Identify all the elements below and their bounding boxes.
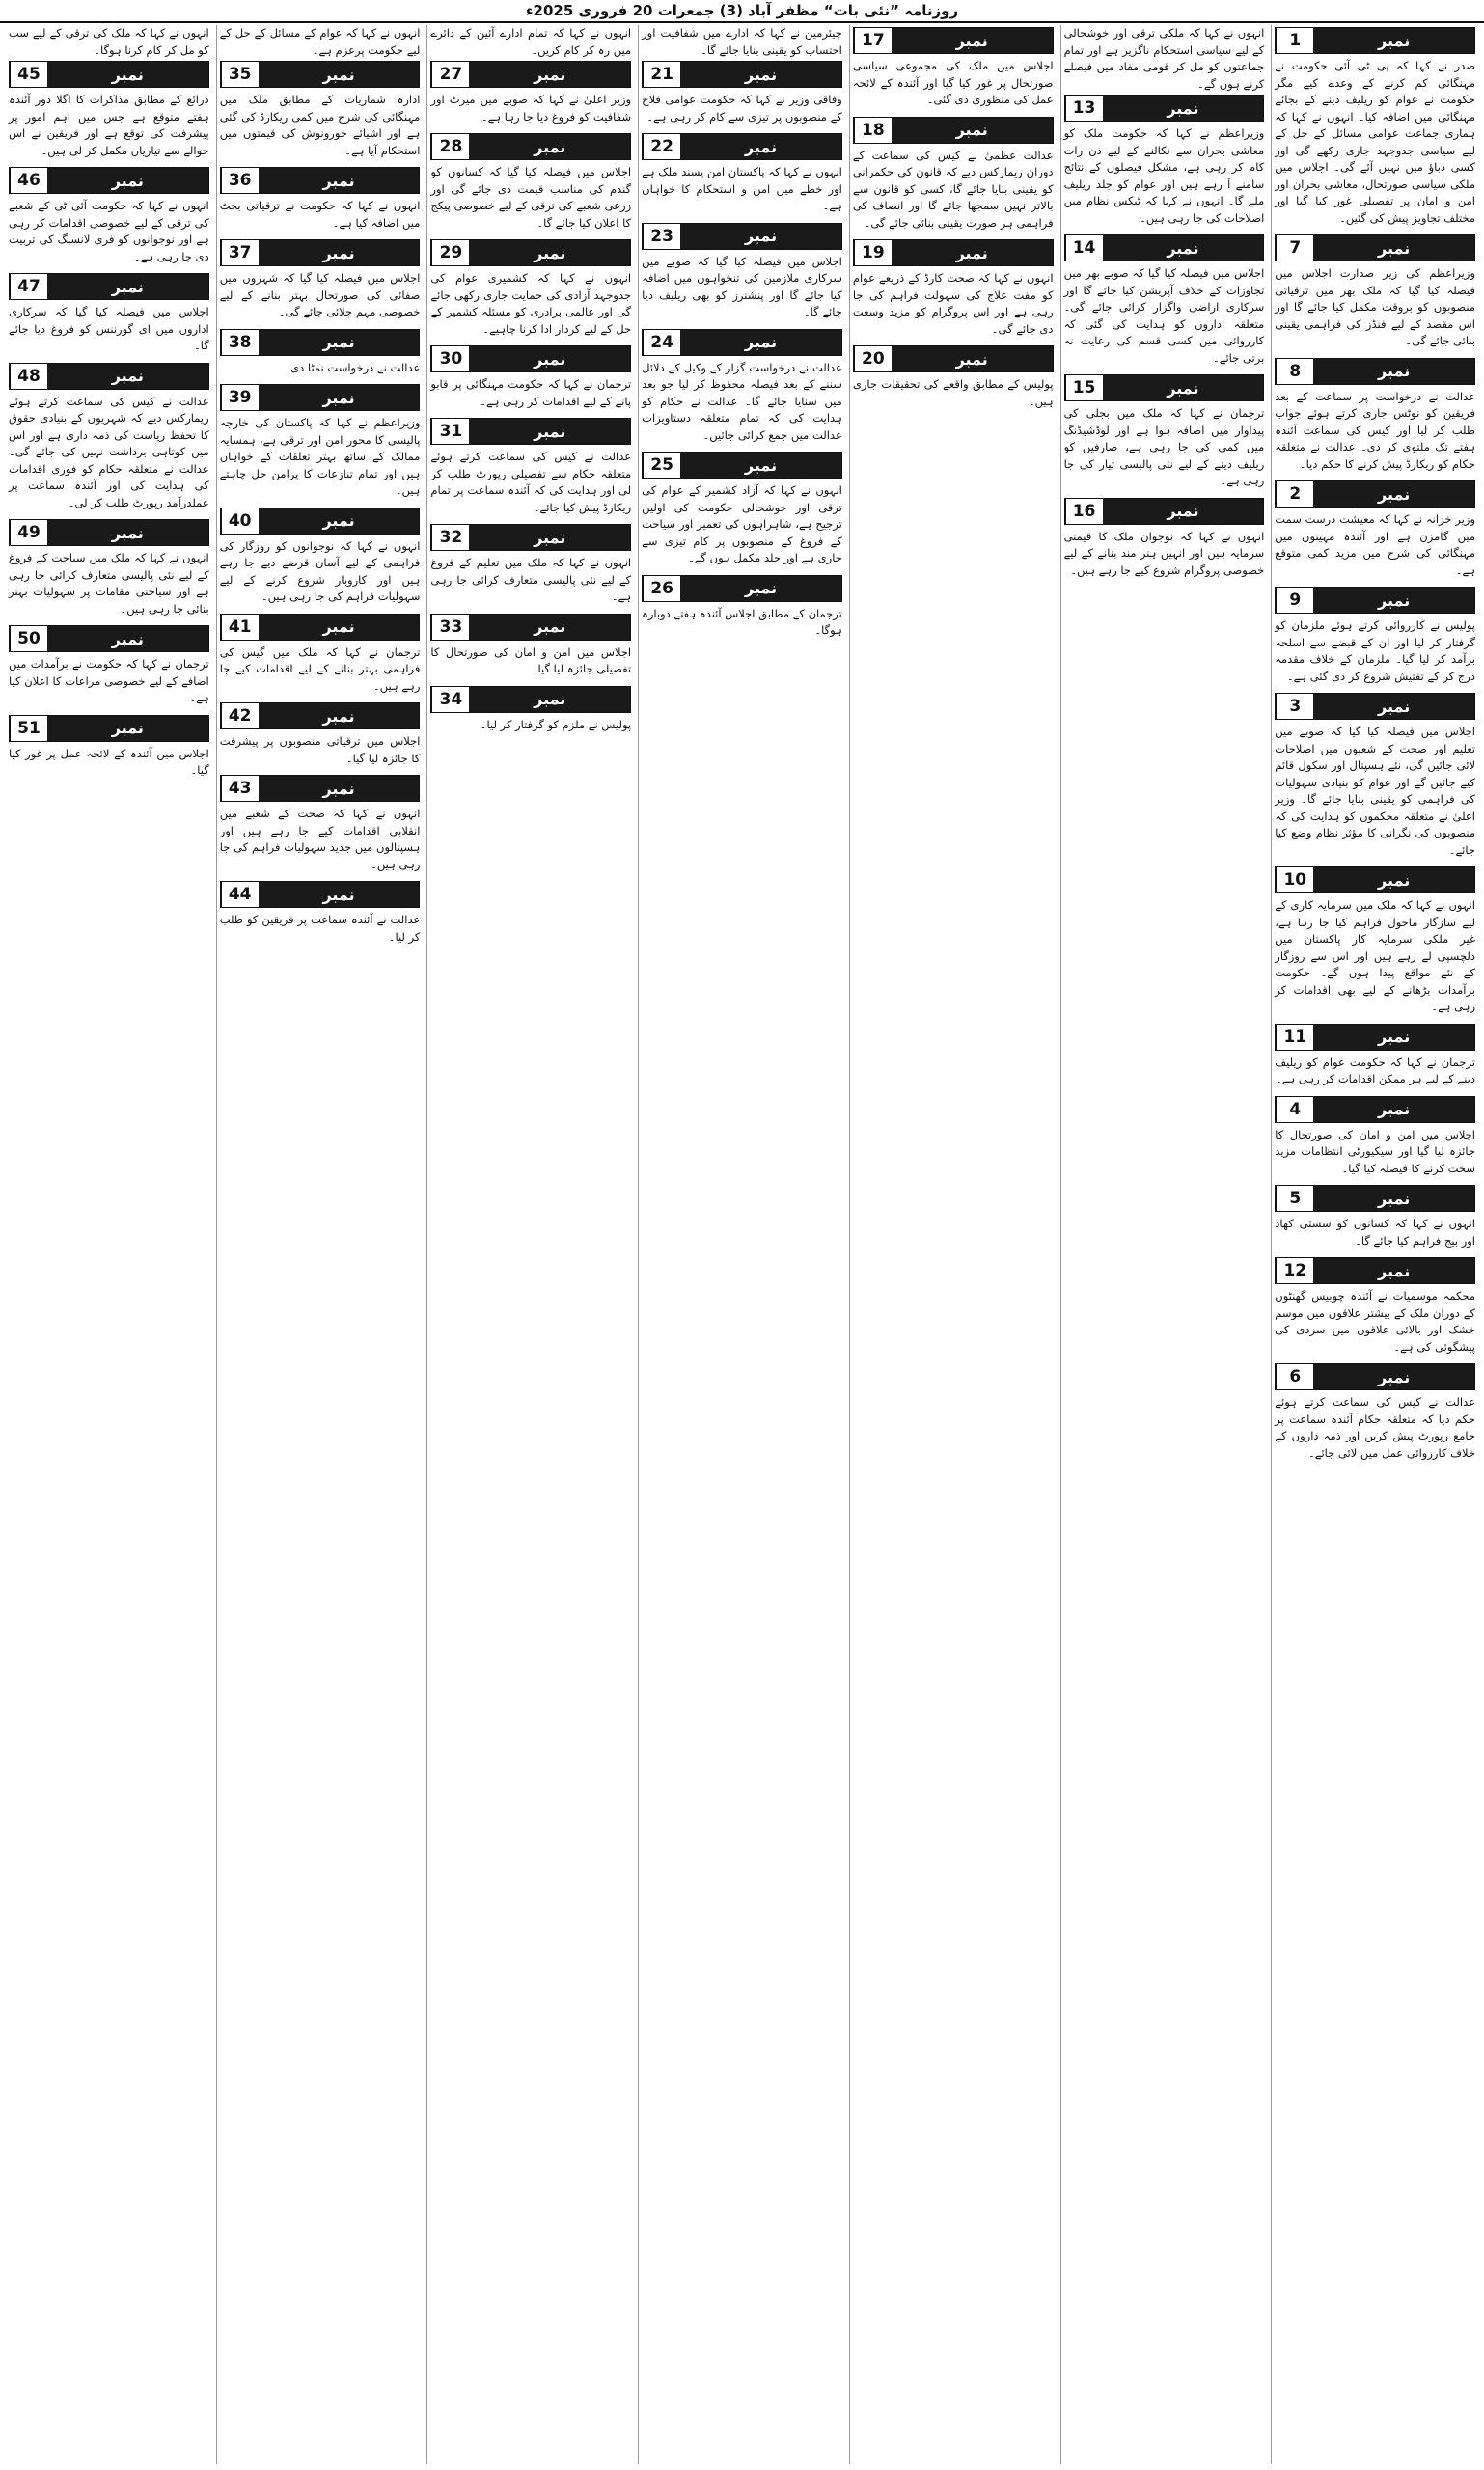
item-number: 25 [643,453,680,478]
news-column-5 [426,25,634,2464]
item-number: 28 [431,134,469,159]
item-number: 36 [221,168,259,193]
item-body-text: اجلاس میں آئندہ کے لائحہ عمل پر غور کیا گیا۔ [8,746,209,777]
item-number: 40 [221,508,259,534]
news-item [9,59,209,159]
item-number-word: نمبر [892,240,1053,265]
column-continuation-text: انہوں نے کہا کہ تمام ادارے آئین کے دائرے میں رہ کر کام کریں۔ [430,26,632,57]
news-item [642,450,842,567]
item-number-word: نمبر [1313,359,1474,384]
news-item [642,573,842,640]
item-number: 30 [431,346,469,371]
news-item [642,327,842,445]
item-number-label [1275,1096,1475,1123]
item-number: 21 [643,62,680,87]
news-item [853,115,1054,233]
item-number: 22 [643,134,680,159]
item-number: 49 [10,520,47,545]
item-body-text: عدالت نے کیس کی سماعت کرتے ہوئے ریمارکس دیے کہ شہریوں کے بنیادی حقوق کا تحفظ ریاست کی ذمہ داری ہے اور اس میں کوتاہی برداشت نہیں کی جائے گی۔ عدالت نے متعلقہ حکام کو فوری اقدامات کی ہدایت کی اور آئندہ سماعت پر عملدرآمد رپورٹ طلب کر لی۔ [8,394,209,509]
news-item [1275,691,1475,859]
item-number: 4 [1276,1097,1313,1122]
item-number-word: نمبر [680,576,841,601]
news-item [430,522,631,606]
news-item [1275,1022,1475,1088]
item-number-label [642,329,842,356]
item-number-word: نمبر [892,28,1053,53]
news-item [220,773,421,873]
item-number-word: نمبر [680,62,841,87]
newspaper-page [6,25,1478,2464]
item-number-label [1064,95,1265,122]
item-number-word: نمبر [1313,1186,1474,1211]
item-number-word: نمبر [680,134,841,159]
news-item [1064,233,1265,367]
item-body-text: پولیس نے ملزم کو گرفتار کر لیا۔ [480,717,632,731]
item-body-text: عدالت نے درخواست نمٹا دی۔ [284,360,421,374]
item-body-text: وزیراعظم نے کہا کہ پاکستان کی خارجہ پالیسی کا محور امن اور ترقی ہے، ہمسایہ ممالک کے ساتھ بہتر تعلقات کے خواہاں ہیں اور تمام تنازعات کا پرامن حل چاہتے ہیں۔ [219,416,421,497]
item-body-text: انہوں نے کہا کہ پاکستان امن پسند ملک ہے اور خطے میں امن و استحکام کا خواہاں ہے۔ [642,165,842,212]
item-body-text: پولیس نے کارروائی کرتے ہوئے ملزمان کو گرفتار کر لیا اور ان کے قبضے سے اسلحہ برآمد کر لیا گیا۔ ملزمان کے خلاف مقدمہ درج کر کے تفتیش شروع کر دی گئی ہے۔ [1275,618,1475,683]
item-number: 18 [854,118,892,143]
item-number-label [430,418,631,445]
item-number-label [1064,374,1265,401]
item-number: 31 [431,419,469,444]
item-number-word: نمبر [47,168,208,193]
item-body-text: انہوں نے کہا کہ کسانوں کو سستی کھاد اور بیج فراہم کیا جائے گا۔ [1275,1217,1475,1248]
item-number-word: نمبر [1313,588,1474,613]
item-number-word: نمبر [1103,499,1264,524]
item-number-word: نمبر [1313,694,1474,719]
item-number: 5 [1276,1186,1313,1211]
news-item [1275,864,1475,1016]
item-number-word: نمبر [680,330,841,355]
item-number-label [220,239,421,266]
item-number-label [853,27,1054,54]
news-item [1275,585,1475,685]
item-number-label [220,702,421,729]
news-item [430,684,631,734]
news-item [220,59,421,159]
item-number: 26 [643,576,680,601]
item-number: 45 [10,62,47,87]
item-number-label [9,519,209,546]
item-body-text: وزیر خزانہ نے کہا کہ معیشت درست سمت میں گامزن ہے اور آئندہ مہینوں میں مہنگائی کی شرح میں مزید کمی متوقع ہے۔ [1275,512,1475,577]
news-item [1275,1255,1475,1356]
news-item [220,700,421,767]
item-number: 3 [1276,694,1313,719]
item-number-label [1275,27,1475,54]
item-body-text: انہوں نے کہا کہ صحت کارڈ کے ذریعے عوام کو مفت علاج کی سہولت فراہم کی جا رہی ہے اور اس پروگرام کو مزید وسعت دی جائے گی۔ [852,271,1054,336]
item-number-label [220,881,421,908]
item-number: 43 [221,776,259,801]
item-body-text: ترجمان نے کہا کہ ملک میں بجلی کی پیداوار میں اضافہ ہوا ہے اور لوڈشیڈنگ میں کمی کی جا رہی ہے، صارفین کو ریلیف دینے کے لیے نئی پالیسی تیار کی جا رہی ہے۔ [1063,406,1265,487]
news-item [220,612,421,696]
news-item [220,382,421,500]
item-number-label [1275,866,1475,893]
item-number-label [1275,1257,1475,1284]
item-number-label [430,524,631,551]
item-number-word: نمبر [1313,481,1474,507]
item-number-word: نمبر [469,419,630,444]
item-number: 42 [221,703,259,728]
item-body-text: وزیراعظم نے کہا کہ حکومت ملک کو معاشی بحران سے نکالنے کے لیے دن رات کام کر رہی ہے، مشکل فیصلوں کے نتائج سامنے آ رہے ہیں اور عوام کو جلد ریلیف ملے گا۔ انہوں نے کہا کہ ٹیکس نظام میں اصلاحات کی جا رہی ہیں۔ [1063,126,1265,225]
column-continuation-text: انہوں نے کہا کہ ملکی ترقی اور خوشحالی کے لیے سیاسی استحکام ناگزیر ہے اور تمام جماعتوں کو مل کر قومی مفاد میں فیصلے کرنے ہوں گے۔ [1063,26,1265,91]
item-number-word: نمبر [469,134,630,159]
news-column-1 [1271,25,1478,2464]
item-number: 23 [643,224,680,249]
item-number-label [220,614,421,641]
item-number-label [853,345,1054,372]
item-body-text: صدر نے کہا کہ پی ٹی آئی حکومت نے مہنگائی کم کرنے کے وعدے کیے مگر حکومت نے عوام کو ریلیف دینے کے بجائے مہنگائی میں اضافہ کیا۔ انہوں نے کہا کہ ہماری جماعت عوامی مسائل کے حل کے لیے سیاسی جدوجہد جاری رکھے گی اور کسی دباؤ میں نہیں آئے گی۔ اجلاس میں ملکی سیاسی صورتحال، معاشی بحران اور امن و امان پر تفصیلی غور کیا گیا اور مختلف تجاویز پیش کی گئیں۔ [1275,59,1475,225]
item-number-word: نمبر [1103,235,1264,261]
item-number-label [1275,234,1475,261]
item-number-label [220,775,421,802]
item-number-label [220,167,421,194]
news-item [220,506,421,606]
item-body-text: ترجمان نے کہا کہ ملک میں گیس کی فراہمی بہتر بنانے کے لیے اقدامات کیے جا رہے ہیں۔ [219,645,421,693]
item-number-word: نمبر [1313,1364,1474,1389]
item-number-word: نمبر [47,716,208,741]
news-item [1064,372,1265,490]
item-number: 44 [221,882,259,907]
item-number: 27 [431,62,469,87]
item-body-text: وزیر اعلیٰ نے کہا کہ صوبے میں میرٹ اور شفافیت کو فروغ دیا جا رہا ہے۔ [430,93,632,124]
item-number-label [642,452,842,479]
news-item [430,416,631,516]
item-number-word: نمبر [47,62,208,87]
item-number-word: نمبر [680,453,841,478]
item-number-word: نمبر [469,615,630,640]
item-number: 51 [10,716,47,741]
item-number-label [1275,1024,1475,1051]
item-body-text: انہوں نے کہا کہ ملک میں سرمایہ کاری کے لیے سازگار ماحول فراہم کیا جا رہا ہے، غیر ملکی سرمایہ کار پاکستان میں دلچسپی لے رہے ہیں اور اس سے روزگار کے نئے مواقع پیدا ہوں گے۔ حکومت برآمدات بڑھانے کے لیے بھی اقدامات کر رہی ہے۔ [1275,898,1475,1013]
item-number: 39 [221,385,259,410]
item-number-word: نمبر [469,525,630,550]
item-body-text: انہوں نے کہا کہ آزاد کشمیر کے عوام کی ترقی اور خوشحالی حکومت کی اولین ترجیح ہے، شاہراہوں کی تعمیر اور سیاحت کے فروغ کے منصوبوں پر کام تیزی سے جاری ہے اور جلد مکمل ہوں گے۔ [642,483,842,564]
item-number-word: نمبر [259,240,420,265]
item-number: 32 [431,525,469,550]
news-item [853,343,1054,410]
item-number-word: نمبر [47,626,208,651]
column-continuation-text: انہوں نے کہا کہ ملک کی ترقی کے لیے سب کو مل کر کام کرنا ہوگا۔ [8,26,209,57]
news-item [430,612,631,678]
item-number: 10 [1276,867,1313,892]
news-item [220,327,421,377]
item-number: 34 [431,687,469,712]
news-item [430,131,631,232]
item-body-text: عدالت نے کیس کی سماعت کرتے ہوئے حکم دیا کہ متعلقہ حکام آئندہ سماعت پر جامع رپورٹ پیش کریں اور ذمہ داروں کے خلاف کارروائی عمل میں لائی جائے۔ [1275,1395,1475,1460]
item-body-text: عدالت عظمیٰ نے کیس کی سماعت کے دوران ریمارکس دیے کہ قانون کی حکمرانی کو یقینی بنایا جائے گا، کسی کو قانون سے بالاتر نہیں سمجھا جائے گا اور انصاف کی فراہمی ہر صورت یقینی بنائی جائے گی۔ [852,148,1054,230]
item-body-text: عدالت نے درخواست پر سماعت کے بعد فریقین کو نوٹس جاری کرتے ہوئے جواب طلب کر لیا اور کیس کی سماعت آئندہ ہفتے تک ملتوی کر دی۔ عدالت نے متعلقہ حکام کو ریکارڈ پیش کرنے کا حکم دیا۔ [1275,389,1475,471]
item-number-label [1275,480,1475,508]
item-number-label [430,686,631,713]
item-body-text: اجلاس میں فیصلہ کیا گیا کہ شہروں میں صفائی کی صورتحال بہتر بنانے کے لیے خصوصی مہم چلائی جائے گی۔ [219,271,421,318]
item-number-word: نمبر [1313,1025,1474,1050]
item-number-label [430,614,631,641]
item-body-text: اجلاس میں فیصلہ کیا گیا کہ سرکاری اداروں میں ای گورننس کو فروغ دیا جائے گا۔ [8,305,209,352]
column-continuation-text: چیئرمین نے کہا کہ ادارے میں شفافیت اور احتساب کو یقینی بنایا جائے گا۔ [642,26,842,57]
item-number: 38 [221,330,259,355]
item-body-text: پولیس کے مطابق واقعے کی تحقیقات جاری ہیں۔ [852,377,1054,408]
news-item [1275,1183,1475,1249]
item-number: 33 [431,615,469,640]
news-item [1275,356,1475,474]
news-item [642,131,842,215]
item-body-text: ترجمان کے مطابق اجلاس آئندہ ہفتے دوبارہ ہوگا۔ [642,606,842,637]
news-item [9,623,209,707]
news-item [220,237,421,321]
item-number-label [1064,234,1265,261]
item-number-word: نمبر [1313,28,1474,53]
item-number: 24 [643,330,680,355]
item-number: 50 [10,626,47,651]
item-body-text: ترجمان نے کہا کہ حکومت عوام کو ریلیف دینے کے لیے ہر ممکن اقدامات کر رہی ہے۔ [1275,1055,1475,1085]
item-number-word: نمبر [1313,235,1474,261]
news-column-3 [849,25,1057,2464]
item-body-text: محکمہ موسمیات نے آئندہ چوبیس گھنٹوں کے دوران ملک کے بیشتر علاقوں میں موسم خشک اور بالائی علاقوں میں سردی کی پیشگوئی کی ہے۔ [1275,1289,1475,1354]
item-number: 46 [10,168,47,193]
item-number-word: نمبر [259,168,420,193]
news-item [1275,479,1475,579]
item-body-text: انہوں نے کہا کہ حکومت آئی ٹی کے شعبے کی ترقی کے لیے خصوصی اقدامات کر رہی ہے اور نوجوانوں کو فری لانسنگ کی تربیت دی جا رہی ہے۔ [8,199,209,263]
item-number: 8 [1276,359,1313,384]
item-number-label [1275,587,1475,614]
item-number-word: نمبر [47,274,208,299]
news-item [642,221,842,321]
news-item [220,165,421,232]
item-number-word: نمبر [47,364,208,389]
item-number-label [9,625,209,652]
item-body-text: انہوں نے کہا کہ نوجوانوں کو روزگار کی فراہمی کے لیے آسان قرضے دیے جا رہے ہیں اور کاروبار شروع کرنے کے لیے سہولیات فراہم کی جا رہی ہیں۔ [219,538,421,603]
item-number: 15 [1065,375,1103,400]
item-number-label [9,167,209,194]
item-number: 19 [854,240,892,265]
item-body-text: انہوں نے کہا کہ نوجوان ملک کا قیمتی سرمایہ ہیں اور انہیں ہنر مند بنانے کے لیے خصوصی پروگرام شروع کیے جا رہے ہیں۔ [1063,529,1265,577]
item-number-label [9,61,209,88]
item-body-text: انہوں نے کہا کہ ملک میں سیاحت کے فروغ کے لیے نئی پالیسی متعارف کرائی جا رہی ہے اور سیاحتی مقامات پر سہولیات بہتر بنائی جا رہی ہیں۔ [8,551,209,616]
item-number-label [1275,693,1475,720]
item-number-label [220,329,421,356]
item-body-text: انہوں نے کہا کہ کشمیری عوام کی جدوجہد آزادی کی حمایت جاری رکھی جائے گی اور عالمی برادری کو مسئلہ کشمیر کے حل کے لیے کردار ادا کرنا چاہیے۔ [430,271,632,336]
item-number-word: نمبر [1313,867,1474,892]
news-item [9,517,209,618]
item-number: 1 [1276,28,1313,53]
item-number-word: نمبر [259,62,420,87]
news-item [1275,1094,1475,1178]
item-body-text: وزیراعظم کی زیر صدارت اجلاس میں فیصلہ کیا گیا کہ ملک بھر میں ترقیاتی منصوبوں کو بروقت مکمل کیا جائے گا اور اس مقصد کے لیے فنڈز کی فراہمی یقینی بنائی جائے گی۔ [1275,266,1475,347]
item-number-label [1064,498,1265,525]
news-item [9,713,209,780]
item-number-word: نمبر [259,508,420,534]
item-number-label [853,239,1054,266]
news-item [1064,496,1265,580]
item-number-label [220,384,421,411]
item-number: 41 [221,615,259,640]
item-body-text: اجلاس میں ترقیاتی منصوبوں پر پیشرفت کا جائزہ لیا گیا۔ [219,734,421,765]
item-number-word: نمبر [1313,1097,1474,1122]
item-number: 12 [1276,1258,1313,1283]
item-number-word: نمبر [259,882,420,907]
item-number-label [430,345,631,372]
news-item [430,343,631,410]
item-number: 7 [1276,235,1313,261]
news-column-6 [216,25,424,2464]
news-column-2 [1060,25,1268,2464]
item-number: 29 [431,240,469,265]
item-number: 16 [1065,499,1103,524]
item-number-word: نمبر [259,776,420,801]
item-number: 37 [221,240,259,265]
item-number-word: نمبر [469,240,630,265]
item-number-label [220,61,421,88]
item-body-text: ادارہ شماریات کے مطابق ملک میں مہنگائی کی شرح میں کمی ریکارڈ کی گئی ہے اور اشیائے خورونوش کی قیمتوں میں استحکام آیا ہے۔ [219,93,421,157]
news-item [1275,233,1475,350]
item-number-word: نمبر [259,703,420,728]
item-number: 11 [1276,1025,1313,1050]
item-body-text: اجلاس میں فیصلہ کیا گیا کہ صوبے بھر میں تجاوزات کے خلاف آپریشن کیا جائے گا اور سرکاری اراضی واگزار کرائی جائے گی۔ متعلقہ اداروں کو ہدایت کی گئی کہ کارروائی میں کسی قسم کی رعایت نہ برتی جائے۔ [1063,266,1265,365]
item-body-text: اجلاس میں امن و امان کی صورتحال کا تفصیلی جائزہ لیا گیا۔ [430,645,632,675]
item-number-label [642,61,842,88]
item-body-text: ترجمان نے کہا کہ حکومت مہنگائی پر قابو پانے کے لیے اقدامات کر رہی ہے۔ [430,377,632,408]
item-number-label [1275,1185,1475,1212]
item-number-label [1275,1363,1475,1390]
news-item [430,237,631,338]
item-number: 13 [1065,96,1103,121]
item-number-label [9,715,209,742]
item-body-text: ذرائع کے مطابق مذاکرات کا اگلا دور آئندہ ہفتے متوقع ہے جس میں اہم امور پر پیشرفت کی توقع ہے اور فریقین نے اس حوالے سے تیاریاں مکمل کر لی ہیں۔ [8,93,209,157]
item-body-text: انہوں نے کہا کہ صحت کے شعبے میں انقلابی اقدامات کیے جا رہے ہیں اور ہسپتالوں میں جدید سہولیات فراہم کی جا رہی ہیں۔ [219,807,421,871]
item-number-label [9,363,209,390]
column-continuation-text: انہوں نے کہا کہ عوام کے مسائل کے حل کے لیے حکومت پرعزم ہے۔ [219,26,421,57]
item-number-word: نمبر [892,346,1053,371]
item-body-text: ترجمان نے کہا کہ حکومت نے برآمدات میں اضافے کے لیے خصوصی مراعات کا اعلان کیا ہے۔ [8,657,209,704]
item-body-text: اجلاس میں فیصلہ کیا گیا کہ صوبے میں سرکاری ملازمین کی تنخواہوں میں اضافہ کیا جائے گا اور پنشنرز کو بھی ریلیف دیا جائے گا۔ [642,254,842,318]
item-body-text: اجلاس میں ملک کی مجموعی سیاسی صورتحال پر غور کیا گیا اور آئندہ کے لائحہ عمل کی منظوری دی گئی۔ [852,59,1054,106]
item-number-label [430,133,631,160]
item-body-text: عدالت نے کیس کی سماعت کرتے ہوئے متعلقہ حکام سے تفصیلی رپورٹ طلب کر لی اور ہدایت کی کہ آئندہ سماعت پر تمام ریکارڈ پیش کیا جائے۔ [430,450,632,514]
item-body-text: عدالت نے درخواست گزار کے وکیل کے دلائل سننے کے بعد فیصلہ محفوظ کر لیا جو بعد میں سنایا جائے گا۔ عدالت نے حکام کو ہدایت کی کہ تمام متعلقہ دستاویزات عدالت میں جمع کرائی جائیں۔ [642,360,842,442]
item-body-text: اجلاس میں فیصلہ کیا گیا کہ کسانوں کو گندم کی مناسب قیمت دی جائے گی اور زرعی شعبے کی ترقی کے لیے خصوصی پیکج کا اعلان کیا جائے گا۔ [430,165,632,230]
item-body-text: اجلاس میں فیصلہ کیا گیا کہ صوبے میں تعلیم اور صحت کے شعبوں میں اصلاحات لائی جائیں گی، نئے ہسپتال اور سکول قائم کیے جائیں گے اور عوام کو بنیادی سہولیات کی فراہمی کو یقینی بنایا جائے گا۔ وزیر اعلیٰ نے متعلقہ محکموں کو ہدایت کی کہ منصوبوں کی نگرانی کا مؤثر نظام وضع کیا جائے۔ [1275,725,1475,857]
item-number: 20 [854,346,892,371]
item-number-word: نمبر [1313,1258,1474,1283]
news-item [1064,93,1265,227]
item-number: 35 [221,62,259,87]
news-item [642,59,842,125]
item-number-word: نمبر [1103,96,1264,121]
news-item [1275,1361,1475,1462]
item-number-label [430,61,631,88]
news-column-7 [6,25,212,2464]
item-number-word: نمبر [469,346,630,371]
news-item [1275,25,1475,227]
item-number-label [642,575,842,602]
news-item [9,361,209,512]
item-number: 17 [854,28,892,53]
item-number-word: نمبر [892,118,1053,143]
news-item [9,165,209,265]
item-number-label [9,273,209,300]
item-number-word: نمبر [47,520,208,545]
item-number: 9 [1276,588,1313,613]
item-number: 48 [10,364,47,389]
item-body-text: اجلاس میں امن و امان کی صورتحال کا جائزہ لیا گیا اور سیکیورٹی انتظامات مزید سخت کرنے کا فیصلہ کیا گیا۔ [1275,1127,1475,1175]
news-item [9,271,209,355]
item-number: 47 [10,274,47,299]
item-number-word: نمبر [259,330,420,355]
item-body-text: وفاقی وزیر نے کہا کہ حکومت عوامی فلاح کے منصوبوں پر تیزی سے کام کر رہی ہے۔ [642,93,842,124]
item-number-word: نمبر [680,224,841,249]
item-number: 6 [1276,1364,1313,1389]
item-number-label [853,117,1054,144]
item-number-word: نمبر [259,615,420,640]
news-item [220,879,421,946]
item-number-label [430,239,631,266]
masthead: روزنامہ ”نئی بات“ مظفر آباد (3) جمعرات 20 فروری 2025ء [0,0,1484,23]
item-number-word: نمبر [469,62,630,87]
item-number: 14 [1065,235,1103,261]
item-number-label [1275,358,1475,385]
item-number-word: نمبر [259,385,420,410]
item-body-text: عدالت نے آئندہ سماعت پر فریقین کو طلب کر لیا۔ [219,913,421,944]
news-item [853,237,1054,338]
item-number: 2 [1276,481,1313,507]
item-number-word: نمبر [469,687,630,712]
news-item [430,59,631,125]
item-number-label [642,133,842,160]
item-number-word: نمبر [1103,375,1264,400]
item-number-label [642,223,842,250]
news-item [853,25,1054,109]
item-body-text: انہوں نے کہا کہ ملک میں تعلیم کے فروغ کے لیے نئی پالیسی متعارف کرائی جا رہی ہے۔ [430,556,632,603]
item-body-text: انہوں نے کہا کہ حکومت نے ترقیاتی بجٹ میں اضافہ کیا ہے۔ [219,199,421,230]
news-column-4 [638,25,845,2464]
item-number-label [220,508,421,535]
